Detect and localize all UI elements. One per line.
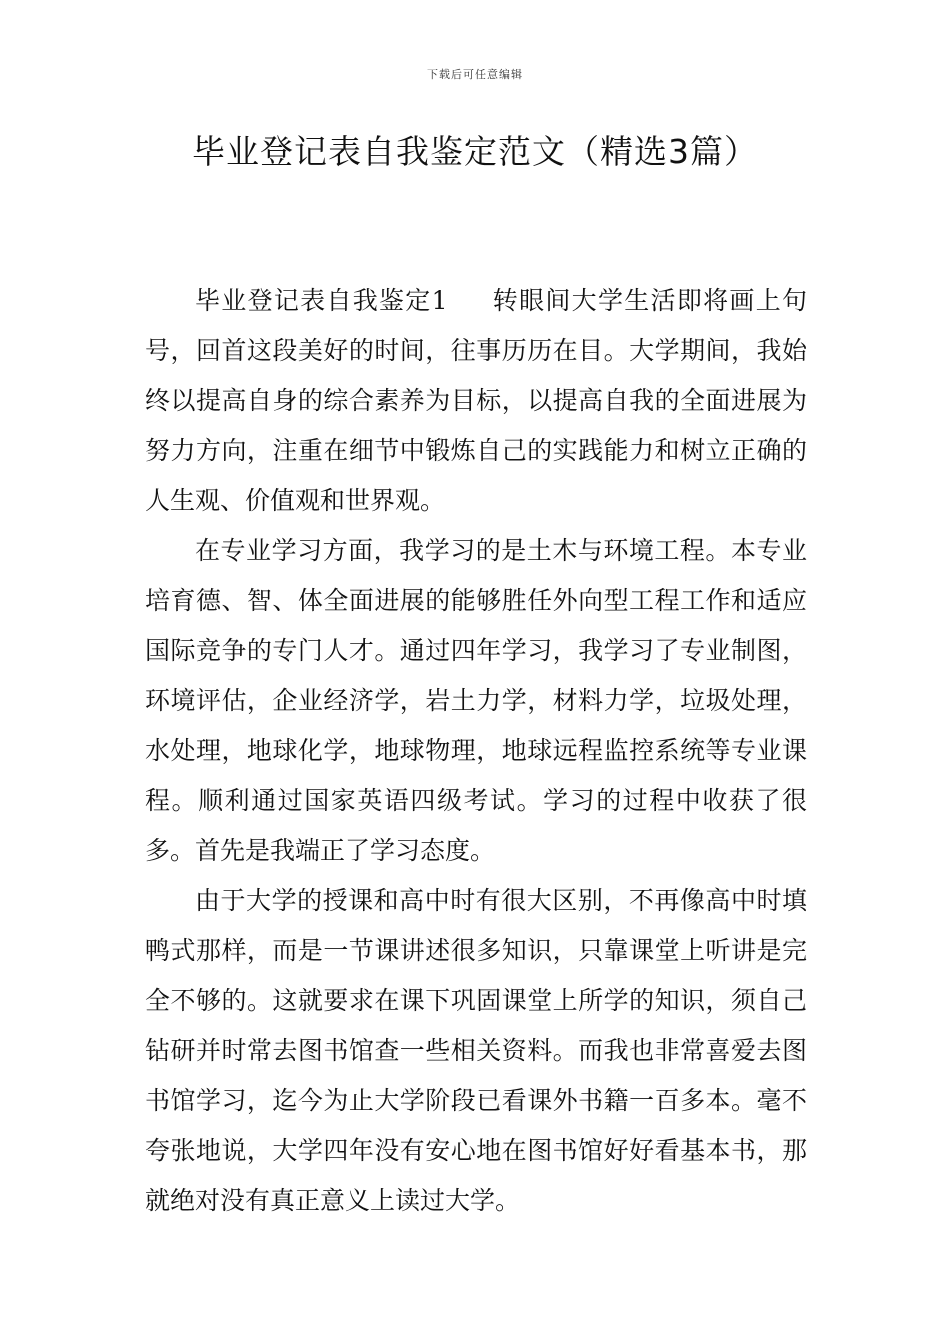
header-note: 下载后可任意编辑 — [427, 68, 523, 81]
document-body — [145, 276, 807, 1226]
paragraph-3: 由于大学的授课和高中时有很大区别，不再像高中时填鸭式那样，而是一节课讲述很多知识，只靠课堂上听讲是完全不够的。这就要求在课下巩固课堂上所学的知识，须自己钻研并时常去图书馆查一些相关资料。而我也非常喜爱去图书馆学习，迄今为止大学阶段已看课外书籍一百多本。毫不夸张地说，大学四年没有安心地在图书馆好好看基本书，那就绝对没有真正意义上读过大学。 — [145, 886, 807, 1215]
paragraph-2: 在专业学习方面，我学习的是土木与环境工程。本专业培育德、智、体全面进展的能够胜任外向型工程工作和适应国际竞争的专门人才。通过四年学习，我学习了专业制图，环境评估，企业经济学，岩土力学，材料力学，垃圾处理，水处理，地球化学，地球物理，地球远程监控系统等专业课程。顺利通过国家英语四级考试。学习的过程中收获了很多。首先是我端正了学习态度。 — [145, 536, 807, 865]
document-title: 毕业登记表自我鉴定范文（精选3篇） — [192, 132, 758, 171]
paragraph-1 — [145, 276, 807, 526]
paragraph-1-text: 转眼间大学生活即将画上句号，回首这段美好的时间，往事历历在目。大学期间，我始终以提高自身的综合素养为目标，以提高自我的全面进展为努力方向，注重在细节中锻炼自己的实践能力和树立正确的人生观、价值观和世界观。 — [145, 286, 807, 515]
section-heading: 毕业登记表自我鉴定1 — [195, 286, 448, 315]
